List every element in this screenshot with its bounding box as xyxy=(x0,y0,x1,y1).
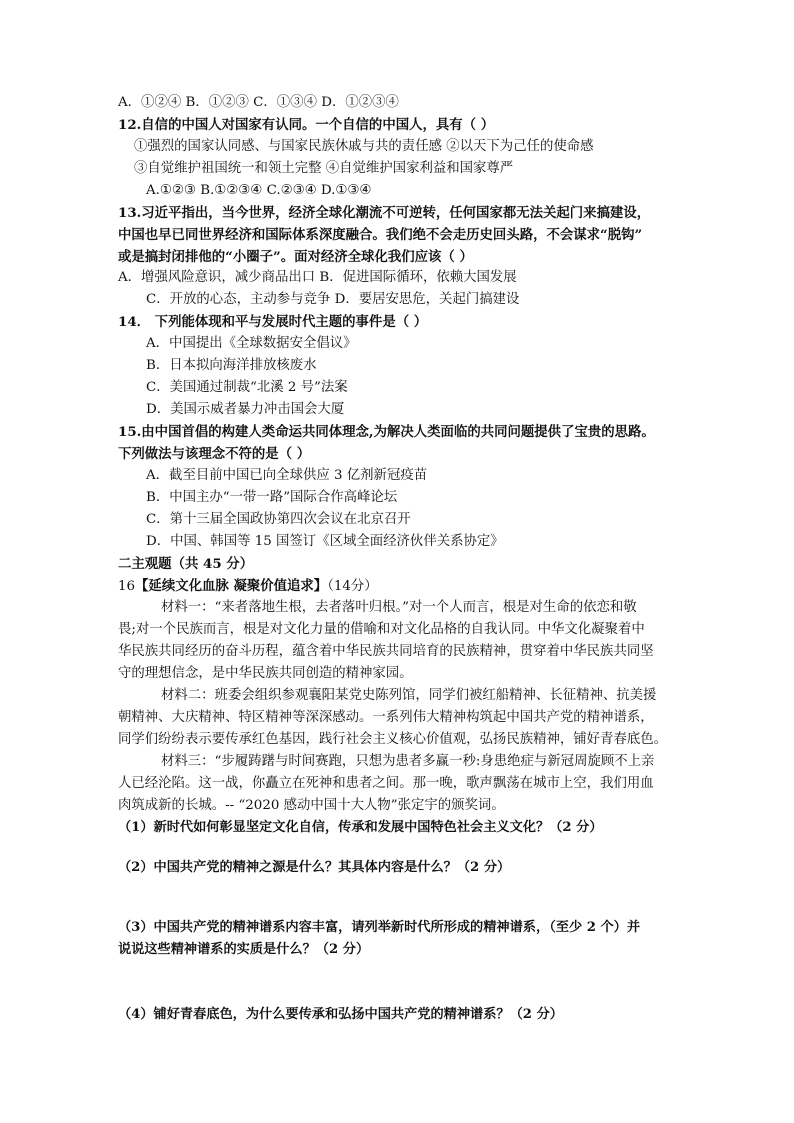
q13-stem-line3: 或是搞封闭排他的“小圈子”。面对经济全球化我们应该（ ） xyxy=(118,249,473,265)
q13-stem-line2: 中国也早已同世界经济和国际体系深度融合。我们绝不会走历史回头路，不会谋求“脱钩” xyxy=(118,227,643,243)
q12-options: A.①②③ B.①②③④ C.②③④ D.①③④ xyxy=(146,183,372,198)
q12-stem: 12.自信的中国人对国家有认同。一个自信的中国人，具有（ ） xyxy=(118,117,495,133)
q14-option-b: B．日本拟向海洋排放核废水 xyxy=(146,358,317,373)
material2-line1: 材料二：班委会组织参观襄阳某党史陈列馆，同学们被红船精神、长征精神、抗美援 xyxy=(161,688,657,703)
q16-number: 16 xyxy=(118,579,136,594)
q16-heading xyxy=(118,576,378,597)
q14-option-d: D．美国示威者暴力冲击国会大厦 xyxy=(146,402,345,417)
material2-line3: 同学们纷纷表示要传承红色基因，践行社会主义核心价值观，弘扬民族精神，铺好青春底色。 xyxy=(118,732,668,747)
q13-options-ab: A．增强风险意识，减少商品出口 B．促进国际循环，依赖大国发展 xyxy=(118,270,517,285)
q15-option-b: B．中国主办“一带一路”国际合作高峰论坛 xyxy=(146,490,398,505)
subquestion-1: （1）新时代如何彰显坚定文化自信，传承和发展中国特色社会主义文化？（2 分） xyxy=(118,820,603,835)
subquestion-3-line2: 说说这些精神谱系的实质是什么？（2 分） xyxy=(118,942,370,957)
q13-options-cd: C．开放的心态，主动参与竞争 D．要居安思危，关起门搞建设 xyxy=(146,292,520,307)
q16-title: 【延续文化血脉 凝聚价值追求】 xyxy=(135,578,328,594)
q14-option-c: C．美国通过制裁“北溪 2 号”法案 xyxy=(146,380,348,395)
q12-item-line1: ①强烈的国家认同感、与国家民族休戚与共的责任感 ②以天下为己任的使命感 xyxy=(134,139,594,154)
subquestion-4: （4）铺好青春底色，为什么要传承和弘扬中国共产党的精神谱系？（2 分） xyxy=(118,1007,563,1022)
q13-stem-line1: 13.习近平指出，当今世界，经济全球化潮流不可逆转，任何国家都无法关起门来搞建设， xyxy=(118,205,651,221)
q14-stem: 14． 下列能体现和平与发展时代主题的事件是（ ） xyxy=(118,314,428,330)
material1-line4: 守的理想信念，是中华民族共同创造的精神家园。 xyxy=(118,666,413,681)
material3-line3: 肉筑成新的长城。-- “2020 感动中国十大人物”张定宇的颁奖词。 xyxy=(118,798,505,813)
q15-stem-line2: 下列做法与该理念不符的是（ ） xyxy=(118,446,311,462)
q12-item-line2: ③自觉维护祖国统一和领土完整 ④自觉维护国家利益和国家尊严 xyxy=(134,161,514,176)
q15-stem-line1: 15.由中国首倡的构建人类命运共同体理念,为解决人类面临的共同问题提供了宝贵的思路。 xyxy=(118,424,655,440)
material1-line2: 畏;对一个民族而言，根是对文化力量的借喻和对文化品格的自我认同。中华文化凝聚着中 xyxy=(118,622,645,637)
q15-option-c: C．第十三届全国政协第四次会议在北京召开 xyxy=(146,512,411,527)
material2-line2: 朝精神、大庆精神、特区精神等深深感动。一系列伟大精神构筑起中国共产党的精神谱系， xyxy=(118,710,654,725)
material3-line1: 材料三：“步履踌躇与时间赛跑，只想为患者多赢一秒:身患绝症与新冠周旋顾不上亲 xyxy=(161,754,655,769)
q11-options: A．①②④ B．①②③ C．①③④ D．①②③④ xyxy=(118,95,399,110)
subquestion-2: （2）中国共产党的精神之源是什么？其具体内容是什么？（2 分） xyxy=(118,860,511,875)
material1-line3: 华民族共同经历的奋斗历程，蕴含着中华民族共同培育的民族精神，贯穿着中华民族共同坚 xyxy=(118,644,654,659)
q14-option-a: A．中国提出《全球数据安全倡议》 xyxy=(146,336,357,351)
section-title: 二主观题（共 45 分） xyxy=(118,556,254,572)
q15-option-d: D．中国、韩国等 15 国签订《区域全面经济伙伴关系协定》 xyxy=(146,534,504,549)
subquestion-3-line1: （3）中国共产党的精神谱系内容丰富，请列举新时代所形成的精神谱系，（至少 2 个）并 xyxy=(118,920,641,935)
q16-score: （14分） xyxy=(327,579,378,594)
q15-option-a: A．截至目前中国已向全球供应 3 亿剂新冠疫苗 xyxy=(146,468,428,483)
material1-line1: 材料一：“来者落地生根，去者落叶归根。”对一个人而言，根是对生命的依恋和敬 xyxy=(161,600,637,615)
material3-line2: 人已经沦陷。这一战，你矗立在死神和患者之间。那一晚，歌声飘荡在城市上空，我们用血 xyxy=(118,776,654,791)
